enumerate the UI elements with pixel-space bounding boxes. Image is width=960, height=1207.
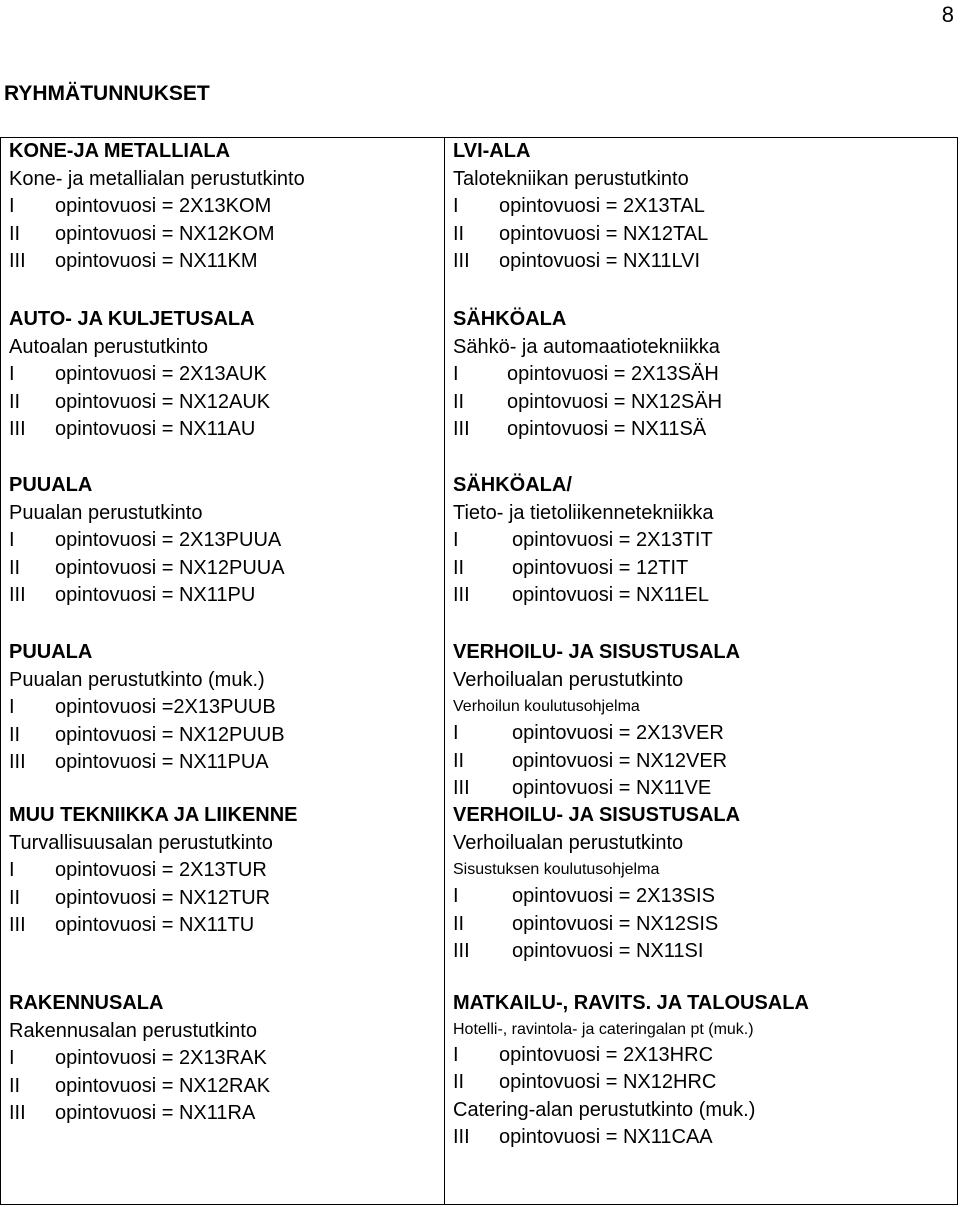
year-row: I opintovuosi = 2X13TAL <box>453 195 705 217</box>
year-row: II opintovuosi = NX12TUR <box>9 886 271 909</box>
year-row: III opintovuosi = NX11LVI <box>453 250 701 272</box>
section-verhoilu-sisustus <box>453 802 740 966</box>
year-row: II opintovuosi = NX12AUK <box>9 390 271 413</box>
section-title: VERHOILU- JA SISUSTUSALA <box>453 804 741 826</box>
section-matkailu <box>453 990 809 1152</box>
year-row: III opintovuosi = NX11EL <box>453 584 709 606</box>
year-row: I opintovuosi = 2X13SÄH <box>453 363 719 385</box>
year-row: III opintovuosi = NX11SÄ <box>453 418 707 440</box>
year-row: II opintovuosi = NX12PUUA <box>9 556 285 579</box>
section-sahkoala-tieto <box>453 472 714 610</box>
section-title: KONE-JA METALLIALA <box>9 140 231 162</box>
group-code-table <box>0 137 958 1205</box>
section-title: MATKAILU-, RAVITS. JA TALOUSALA <box>453 992 809 1014</box>
section-programme: Sisustuksen koulutusohjelma <box>453 861 660 878</box>
year-row: III opintovuosi = NX11VE <box>453 777 712 799</box>
year-row: III opintovuosi = NX11PU <box>9 584 256 606</box>
year-row: I opintovuosi = 2X13HRC <box>453 1043 714 1066</box>
year-row: II opintovuosi = NX12RAK <box>9 1074 271 1097</box>
section-title: MUU TEKNIIKKA JA LIIKENNE <box>9 804 298 826</box>
page-heading: RYHMÄTUNNUKSET <box>4 82 210 105</box>
year-row: III opintovuosi = NX11SI <box>453 940 704 962</box>
year-row: III opintovuosi = NX11PUA <box>9 751 269 773</box>
year-row: III opintovuosi = NX11CAA <box>453 1126 713 1148</box>
year-row: II opintovuosi = NX12HRC <box>453 1071 717 1093</box>
section-title: LVI-ALA <box>453 140 531 162</box>
section-subtitle: Verhoilualan perustutkinto <box>453 668 684 691</box>
section-title: AUTO- JA KULJETUSALA <box>9 308 255 330</box>
section-title: SÄHKÖALA <box>453 308 567 330</box>
year-row: I opintovuosi = 2X13VER <box>453 722 724 744</box>
year-row: III opintovuosi = NX11KM <box>9 250 258 272</box>
year-row: I opintovuosi = 2X13KOM <box>9 195 272 217</box>
year-row: I opintovuosi = 2X13TIT <box>453 529 713 551</box>
section-kone-ja-metalliala <box>9 138 305 276</box>
section-subtitle: Catering-alan perustutkinto (muk.) <box>453 1098 756 1121</box>
section-lvi-ala <box>453 138 708 276</box>
year-row: II opintovuosi = 12TIT <box>453 556 689 579</box>
section-subtitle: Talotekniikan perustutkinto <box>453 167 689 190</box>
year-row: I opintovuosi = 2X13TUR <box>9 859 267 881</box>
section-auto-ja-kuljetusala <box>9 306 270 444</box>
year-row: II opintovuosi = NX12TAL <box>453 222 709 245</box>
year-row: III opintovuosi = NX11RA <box>9 1102 256 1124</box>
year-row: I opintovuosi = 2X13AUK <box>9 363 267 385</box>
year-row: I opintovuosi = 2X13RAK <box>9 1047 267 1069</box>
section-subtitle: Turvallisuusalan perustutkinto <box>9 831 273 854</box>
section-sahkoala <box>453 306 722 444</box>
year-row: II opintovuosi = NX12PUUB <box>9 723 285 746</box>
year-row: III opintovuosi = NX11TU <box>9 914 255 936</box>
year-row: III opintovuosi = NX11AU <box>9 418 256 440</box>
year-row: II opintovuosi = NX12KOM <box>9 222 275 245</box>
section-subtitle: Autoalan perustutkinto <box>9 335 209 358</box>
section-subtitle: Hotelli-, ravintola- ja cateringalan pt (muk.) <box>453 1020 754 1038</box>
section-title: SÄHKÖALA/ <box>453 474 572 496</box>
column-divider <box>444 138 445 1204</box>
section-verhoilu-verhoilu <box>453 639 740 803</box>
section-subtitle: Verhoilualan perustutkinto <box>453 831 684 854</box>
year-row: II opintovuosi = NX12SIS <box>453 912 719 935</box>
section-title: PUUALA <box>9 474 93 496</box>
section-subtitle: Sähkö- ja automaatiotekniikka <box>453 335 720 358</box>
section-title: RAKENNUSALA <box>9 992 164 1014</box>
page-number: 8 <box>941 2 954 27</box>
section-subtitle: Tieto- ja tietoliikennetekniikka <box>453 501 714 524</box>
section-muu-tekniikka-ja-liikenne <box>9 802 298 940</box>
section-subtitle: Puualan perustutkinto (muk.) <box>9 668 265 691</box>
year-row: I opintovuosi = 2X13SIS <box>453 885 715 907</box>
section-puuala <box>9 472 285 610</box>
section-puuala-muk <box>9 639 285 777</box>
year-row: I opintovuosi =2X13PUUB <box>9 696 276 718</box>
section-subtitle: Puualan perustutkinto <box>9 501 203 524</box>
year-row: I opintovuosi = 2X13PUUA <box>9 529 282 551</box>
section-subtitle: Rakennusalan perustutkinto <box>9 1019 257 1042</box>
year-row: II opintovuosi = NX12SÄH <box>453 390 723 413</box>
section-title: VERHOILU- JA SISUSTUSALA <box>453 641 741 663</box>
section-subtitle: Kone- ja metallialan perustutkinto <box>9 167 305 190</box>
year-row: II opintovuosi = NX12VER <box>453 749 728 772</box>
section-programme: Verhoilun koulutusohjelma <box>453 698 640 715</box>
section-rakennusala <box>9 990 270 1128</box>
section-title: PUUALA <box>9 641 93 663</box>
